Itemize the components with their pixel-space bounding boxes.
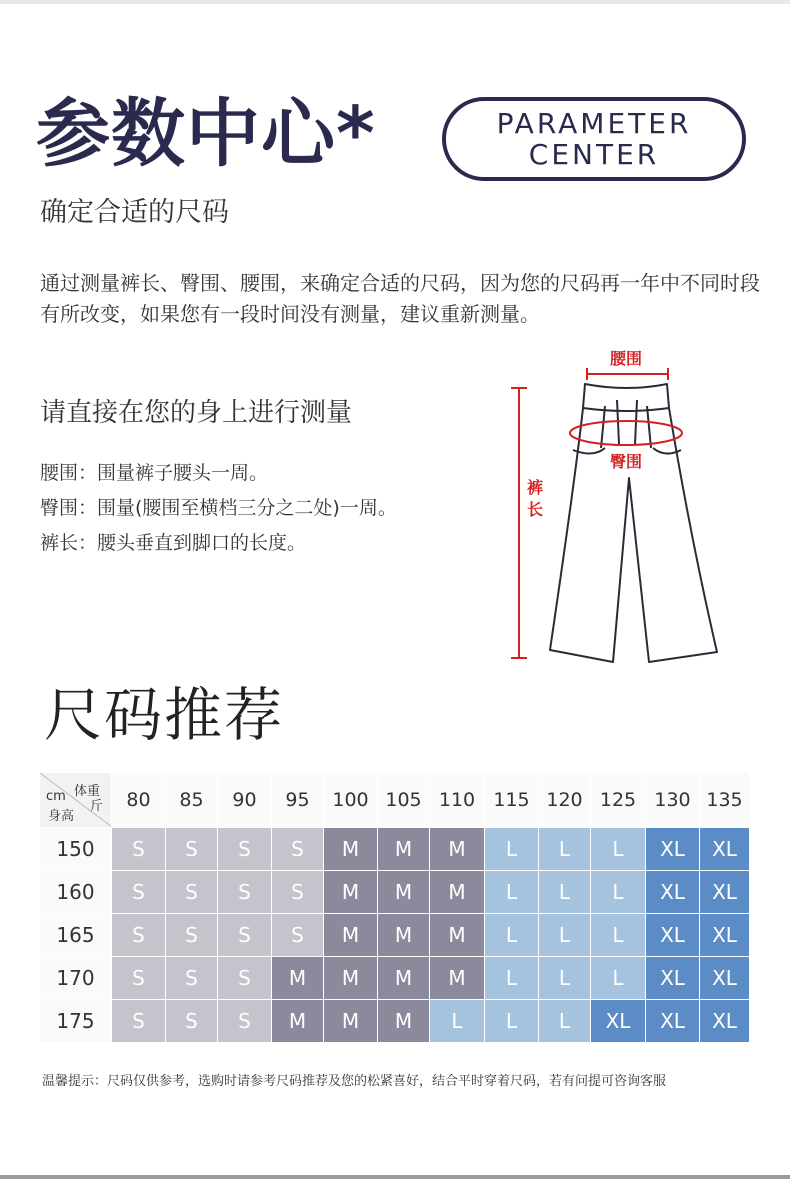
size-cell: XL xyxy=(700,1000,750,1043)
size-cell: L xyxy=(539,871,591,914)
pants-outline xyxy=(550,384,717,662)
size-cell: XL xyxy=(700,957,750,1000)
size-cell: L xyxy=(485,828,539,871)
size-cell: M xyxy=(378,914,430,957)
size-cell: M xyxy=(378,1000,430,1043)
size-cell: M xyxy=(324,871,378,914)
size-chart-title: 尺码推荐 xyxy=(44,681,285,749)
length-label-1: 裤 xyxy=(526,478,544,497)
size-tip: 温馨提示：尺码仅供参考，选购时请参考尺码推荐及您的松紧喜好，结合平时穿着尺码，若有问提可咨询客服 xyxy=(42,1074,667,1089)
size-cell: S xyxy=(166,871,218,914)
page-subtitle: 确定合适的尺码 xyxy=(40,197,229,228)
table-row xyxy=(40,914,750,957)
weight-header-cell: 100 xyxy=(324,773,378,828)
waist-label: 腰围 xyxy=(609,349,643,368)
size-cell: S xyxy=(272,871,324,914)
size-cell: M xyxy=(272,957,324,1000)
bottom-divider xyxy=(0,1175,790,1179)
size-cell: M xyxy=(324,828,378,871)
size-cell: XL xyxy=(591,1000,646,1043)
weight-header-cell: 115 xyxy=(485,773,539,828)
size-cell: S xyxy=(112,957,166,1000)
height-row-header: 150 xyxy=(40,828,112,871)
measure-line-length: 裤长：腰头垂直到脚口的长度。 xyxy=(40,532,307,554)
corner-height-label: 身高 xyxy=(48,809,75,824)
size-cell: M xyxy=(324,957,378,1000)
size-cell: L xyxy=(485,871,539,914)
size-cell: L xyxy=(539,914,591,957)
size-cell: XL xyxy=(646,871,700,914)
size-table xyxy=(39,772,750,1043)
size-cell: L xyxy=(591,871,646,914)
size-cell: L xyxy=(591,957,646,1000)
weight-header-cell: 110 xyxy=(430,773,485,828)
height-row-header: 170 xyxy=(40,957,112,1000)
badge-line-1: PARAMETER xyxy=(496,107,692,140)
hip-label: 臀围 xyxy=(609,452,643,471)
size-cell: XL xyxy=(646,828,700,871)
weight-header-cell: 130 xyxy=(646,773,700,828)
size-cell: L xyxy=(485,957,539,1000)
weight-header-cell: 95 xyxy=(272,773,324,828)
size-cell: S xyxy=(112,871,166,914)
size-cell: M xyxy=(378,957,430,1000)
size-cell: L xyxy=(591,914,646,957)
size-cell: XL xyxy=(700,914,750,957)
size-cell: XL xyxy=(646,1000,700,1043)
size-cell: L xyxy=(485,914,539,957)
size-cell: XL xyxy=(700,828,750,871)
size-cell: M xyxy=(430,914,485,957)
size-cell: L xyxy=(539,828,591,871)
size-cell: XL xyxy=(646,914,700,957)
size-cell: M xyxy=(430,957,485,1000)
weight-header-cell: 85 xyxy=(166,773,218,828)
size-cell: L xyxy=(539,1000,591,1043)
size-cell: S xyxy=(166,1000,218,1043)
size-cell: S xyxy=(272,828,324,871)
height-row-header: 160 xyxy=(40,871,112,914)
hip-measure-ellipse xyxy=(570,421,682,445)
weight-header-cell: 105 xyxy=(378,773,430,828)
size-cell: M xyxy=(272,1000,324,1043)
size-cell: S xyxy=(112,914,166,957)
size-cell: L xyxy=(591,828,646,871)
size-table-header-row xyxy=(40,773,750,828)
size-cell: XL xyxy=(646,957,700,1000)
table-row xyxy=(40,1000,750,1043)
size-cell: S xyxy=(166,914,218,957)
corner-jin-label: 斤 xyxy=(90,799,104,814)
size-cell: S xyxy=(218,1000,272,1043)
measure-line-hip: 臀围：围量(腰围至横档三分之二处)一周。 xyxy=(40,497,397,519)
weight-header-cell: 125 xyxy=(591,773,646,828)
size-cell: L xyxy=(430,1000,485,1043)
size-cell: S xyxy=(166,828,218,871)
badge-line-2: CENTER xyxy=(528,138,660,171)
corner-cm-label: cm xyxy=(46,789,66,804)
weight-header-cell: 80 xyxy=(112,773,166,828)
size-cell: M xyxy=(430,828,485,871)
length-label-2: 长 xyxy=(526,500,544,519)
page-title: 参数中心* xyxy=(36,91,376,177)
size-cell: S xyxy=(218,914,272,957)
corner-weight-label: 体重 xyxy=(74,784,101,799)
size-cell: S xyxy=(272,914,324,957)
pants-diagram xyxy=(505,340,735,670)
table-row xyxy=(40,871,750,914)
parameter-center-badge xyxy=(442,97,746,181)
table-row xyxy=(40,828,750,871)
size-cell: XL xyxy=(700,871,750,914)
size-cell: S xyxy=(218,871,272,914)
size-cell: S xyxy=(166,957,218,1000)
height-row-header: 175 xyxy=(40,1000,112,1043)
size-cell: M xyxy=(430,871,485,914)
measure-heading: 请直接在您的身上进行测量 xyxy=(40,398,353,428)
size-cell: S xyxy=(218,828,272,871)
weight-header-cell: 90 xyxy=(218,773,272,828)
table-row xyxy=(40,957,750,1000)
measure-line-waist: 腰围：围量裤子腰头一周。 xyxy=(40,462,269,484)
size-cell: S xyxy=(112,1000,166,1043)
size-cell: M xyxy=(324,914,378,957)
size-cell: L xyxy=(485,1000,539,1043)
size-cell: S xyxy=(112,828,166,871)
height-row-header: 165 xyxy=(40,914,112,957)
weight-header-cell: 135 xyxy=(700,773,750,828)
table-corner-cell xyxy=(40,773,112,828)
size-cell: M xyxy=(378,828,430,871)
size-cell: M xyxy=(378,871,430,914)
intro-paragraph: 通过测量裤长、臀围、腰围，来确定合适的尺码，因为您的尺码再一年中不同时段有所改变，如果您有一段时间没有测量，建议重新测量。 xyxy=(40,271,760,326)
size-cell: M xyxy=(324,1000,378,1043)
weight-header-cell: 120 xyxy=(539,773,591,828)
size-cell: L xyxy=(539,957,591,1000)
top-divider xyxy=(0,0,790,4)
size-cell: S xyxy=(218,957,272,1000)
